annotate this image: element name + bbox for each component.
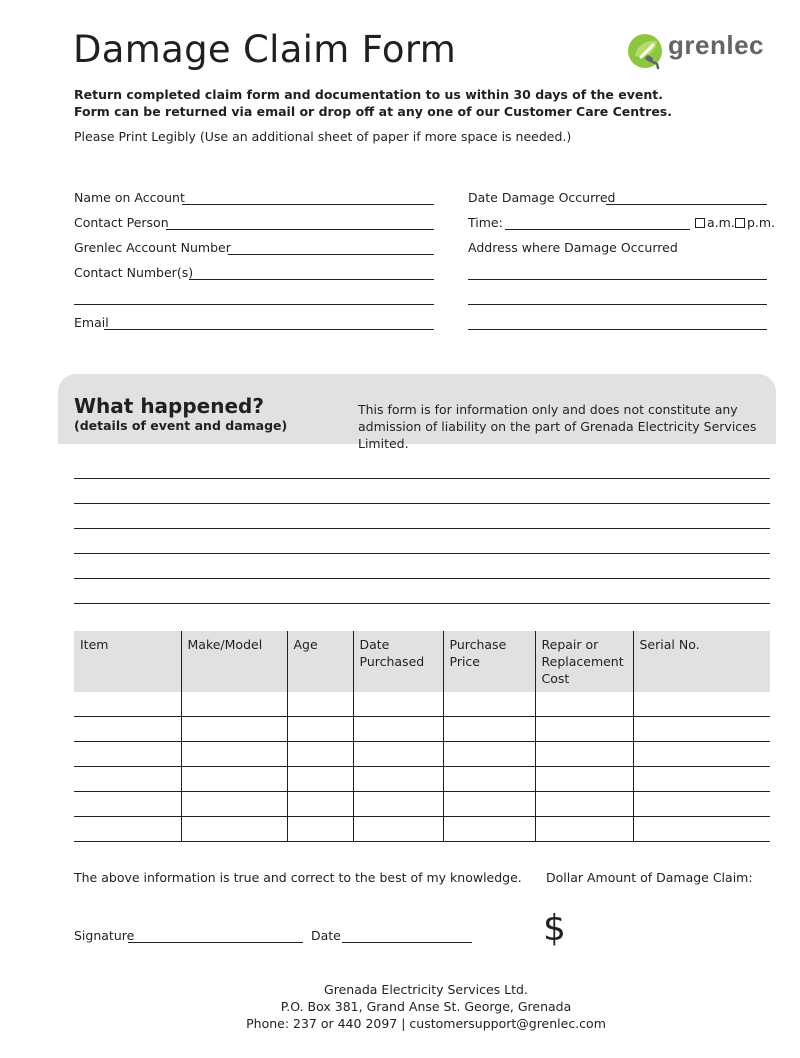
account-number-label: Grenlec Account Number — [74, 240, 231, 255]
table-row — [74, 742, 770, 767]
table-cell[interactable] — [287, 742, 353, 767]
contact-person-label: Contact Person — [74, 215, 169, 230]
table-cell[interactable] — [353, 717, 443, 742]
declaration-statement: The above information is true and correct to the best of my knowledge. — [74, 870, 522, 885]
table-cell[interactable] — [287, 792, 353, 817]
account-number-field[interactable] — [228, 254, 434, 255]
table-cell[interactable] — [181, 692, 287, 717]
table-cell[interactable] — [353, 767, 443, 792]
plug-leaf-icon — [627, 32, 665, 70]
what-happened-title: What happened? — [74, 394, 264, 418]
pm-label: p.m. — [747, 215, 776, 230]
table-cell[interactable] — [535, 742, 633, 767]
pm-option[interactable] — [735, 215, 775, 230]
details-line-5[interactable] — [74, 578, 770, 579]
grenlec-logo — [627, 30, 772, 72]
table-cell[interactable] — [535, 817, 633, 842]
table-cell[interactable] — [181, 742, 287, 767]
table-row — [74, 767, 770, 792]
am-checkbox[interactable] — [695, 218, 705, 228]
page-title: Damage Claim Form — [73, 28, 457, 71]
table-cell[interactable] — [353, 742, 443, 767]
details-line-1[interactable] — [74, 478, 770, 479]
table-cell[interactable] — [633, 692, 770, 717]
details-line-4[interactable] — [74, 553, 770, 554]
table-cell[interactable] — [74, 742, 181, 767]
table-cell[interactable] — [181, 717, 287, 742]
time-field[interactable] — [505, 229, 690, 230]
table-cell[interactable] — [535, 692, 633, 717]
table-row — [74, 692, 770, 717]
damaged-items-table — [74, 631, 770, 842]
table-cell[interactable] — [181, 767, 287, 792]
table-cell[interactable] — [443, 792, 535, 817]
table-cell[interactable] — [181, 817, 287, 842]
table-cell[interactable] — [287, 767, 353, 792]
am-option[interactable] — [695, 215, 735, 230]
dollar-amount-label: Dollar Amount of Damage Claim: — [546, 870, 753, 885]
table-cell[interactable] — [633, 717, 770, 742]
email-label: Email — [74, 315, 109, 330]
logo-text: grenlec — [668, 30, 764, 60]
footer-address: P.O. Box 381, Grand Anse St. George, Grenada — [280, 999, 572, 1014]
table-cell[interactable] — [633, 817, 770, 842]
col-make-model: Make/Model — [181, 631, 287, 692]
table-cell[interactable] — [287, 717, 353, 742]
table-cell[interactable] — [443, 767, 535, 792]
table-cell[interactable] — [74, 817, 181, 842]
name-on-account-field[interactable] — [182, 204, 434, 205]
table-cell[interactable] — [74, 792, 181, 817]
table-cell[interactable] — [287, 692, 353, 717]
date-damage-label: Date Damage Occurred — [468, 190, 616, 205]
details-line-2[interactable] — [74, 503, 770, 504]
table-cell[interactable] — [535, 792, 633, 817]
table-cell[interactable] — [443, 692, 535, 717]
print-note: Please Print Legibly (Use an additional sheet of paper if more space is needed.) — [74, 129, 572, 144]
dollar-sign: $ — [543, 908, 566, 949]
address-label: Address where Damage Occurred — [468, 240, 678, 255]
table-row — [74, 817, 770, 842]
name-on-account-label: Name on Account — [74, 190, 185, 205]
table-cell[interactable] — [353, 692, 443, 717]
contact-numbers-field-2[interactable] — [74, 304, 434, 305]
address-field-2[interactable] — [468, 304, 767, 305]
signature-field[interactable] — [128, 942, 303, 943]
contact-numbers-field[interactable] — [189, 279, 434, 280]
table-cell[interactable] — [74, 692, 181, 717]
address-field-3[interactable] — [468, 329, 767, 330]
table-cell[interactable] — [353, 792, 443, 817]
signature-label: Signature — [74, 928, 135, 943]
table-row — [74, 792, 770, 817]
col-age: Age — [287, 631, 353, 692]
table-cell[interactable] — [443, 817, 535, 842]
table-header-row — [74, 631, 770, 692]
col-purchase-price: Purchase Price — [443, 631, 535, 692]
footer-contact: Phone: 237 or 440 2097 | customersupport@grenlec.com — [246, 1016, 606, 1031]
contact-person-field[interactable] — [166, 229, 434, 230]
liability-note: This form is for information only and does not constitute any admission of liability on the part of Grenada Electricity Services Limited. — [358, 402, 757, 451]
table-row — [74, 717, 770, 742]
table-cell[interactable] — [633, 792, 770, 817]
date-label: Date — [311, 928, 341, 943]
col-serial-no: Serial No. — [633, 631, 770, 692]
address-field-1[interactable] — [468, 279, 767, 280]
intro-line-2: Form can be returned via email or drop off at any one of our Customer Care Centres. — [74, 104, 672, 119]
details-line-6[interactable] — [74, 603, 770, 604]
time-label: Time: — [468, 215, 503, 230]
col-repair-cost: Repair or Replacement Cost — [535, 631, 633, 692]
details-line-3[interactable] — [74, 528, 770, 529]
footer-company: Grenada Electricity Services Ltd. — [324, 982, 528, 997]
am-label: a.m. — [707, 215, 735, 230]
contact-numbers-label: Contact Number(s) — [74, 265, 194, 280]
table-cell[interactable] — [443, 717, 535, 742]
table-cell[interactable] — [287, 817, 353, 842]
table-cell[interactable] — [353, 817, 443, 842]
table-cell[interactable] — [535, 767, 633, 792]
table-cell[interactable] — [443, 742, 535, 767]
table-cell[interactable] — [74, 717, 181, 742]
date-field[interactable] — [342, 942, 472, 943]
email-field[interactable] — [104, 329, 434, 330]
date-damage-field[interactable] — [606, 204, 767, 205]
col-date-purchased: Date Purchased — [353, 631, 443, 692]
table-cell[interactable] — [74, 767, 181, 792]
table-cell[interactable] — [535, 717, 633, 742]
table-cell[interactable] — [633, 742, 770, 767]
table-cell[interactable] — [181, 792, 287, 817]
col-item: Item — [74, 631, 181, 692]
table-cell[interactable] — [633, 767, 770, 792]
what-happened-subtitle: (details of event and damage) — [74, 418, 288, 433]
intro-line-1: Return completed claim form and documentation to us within 30 days of the event. — [74, 87, 663, 102]
pm-checkbox[interactable] — [735, 218, 745, 228]
